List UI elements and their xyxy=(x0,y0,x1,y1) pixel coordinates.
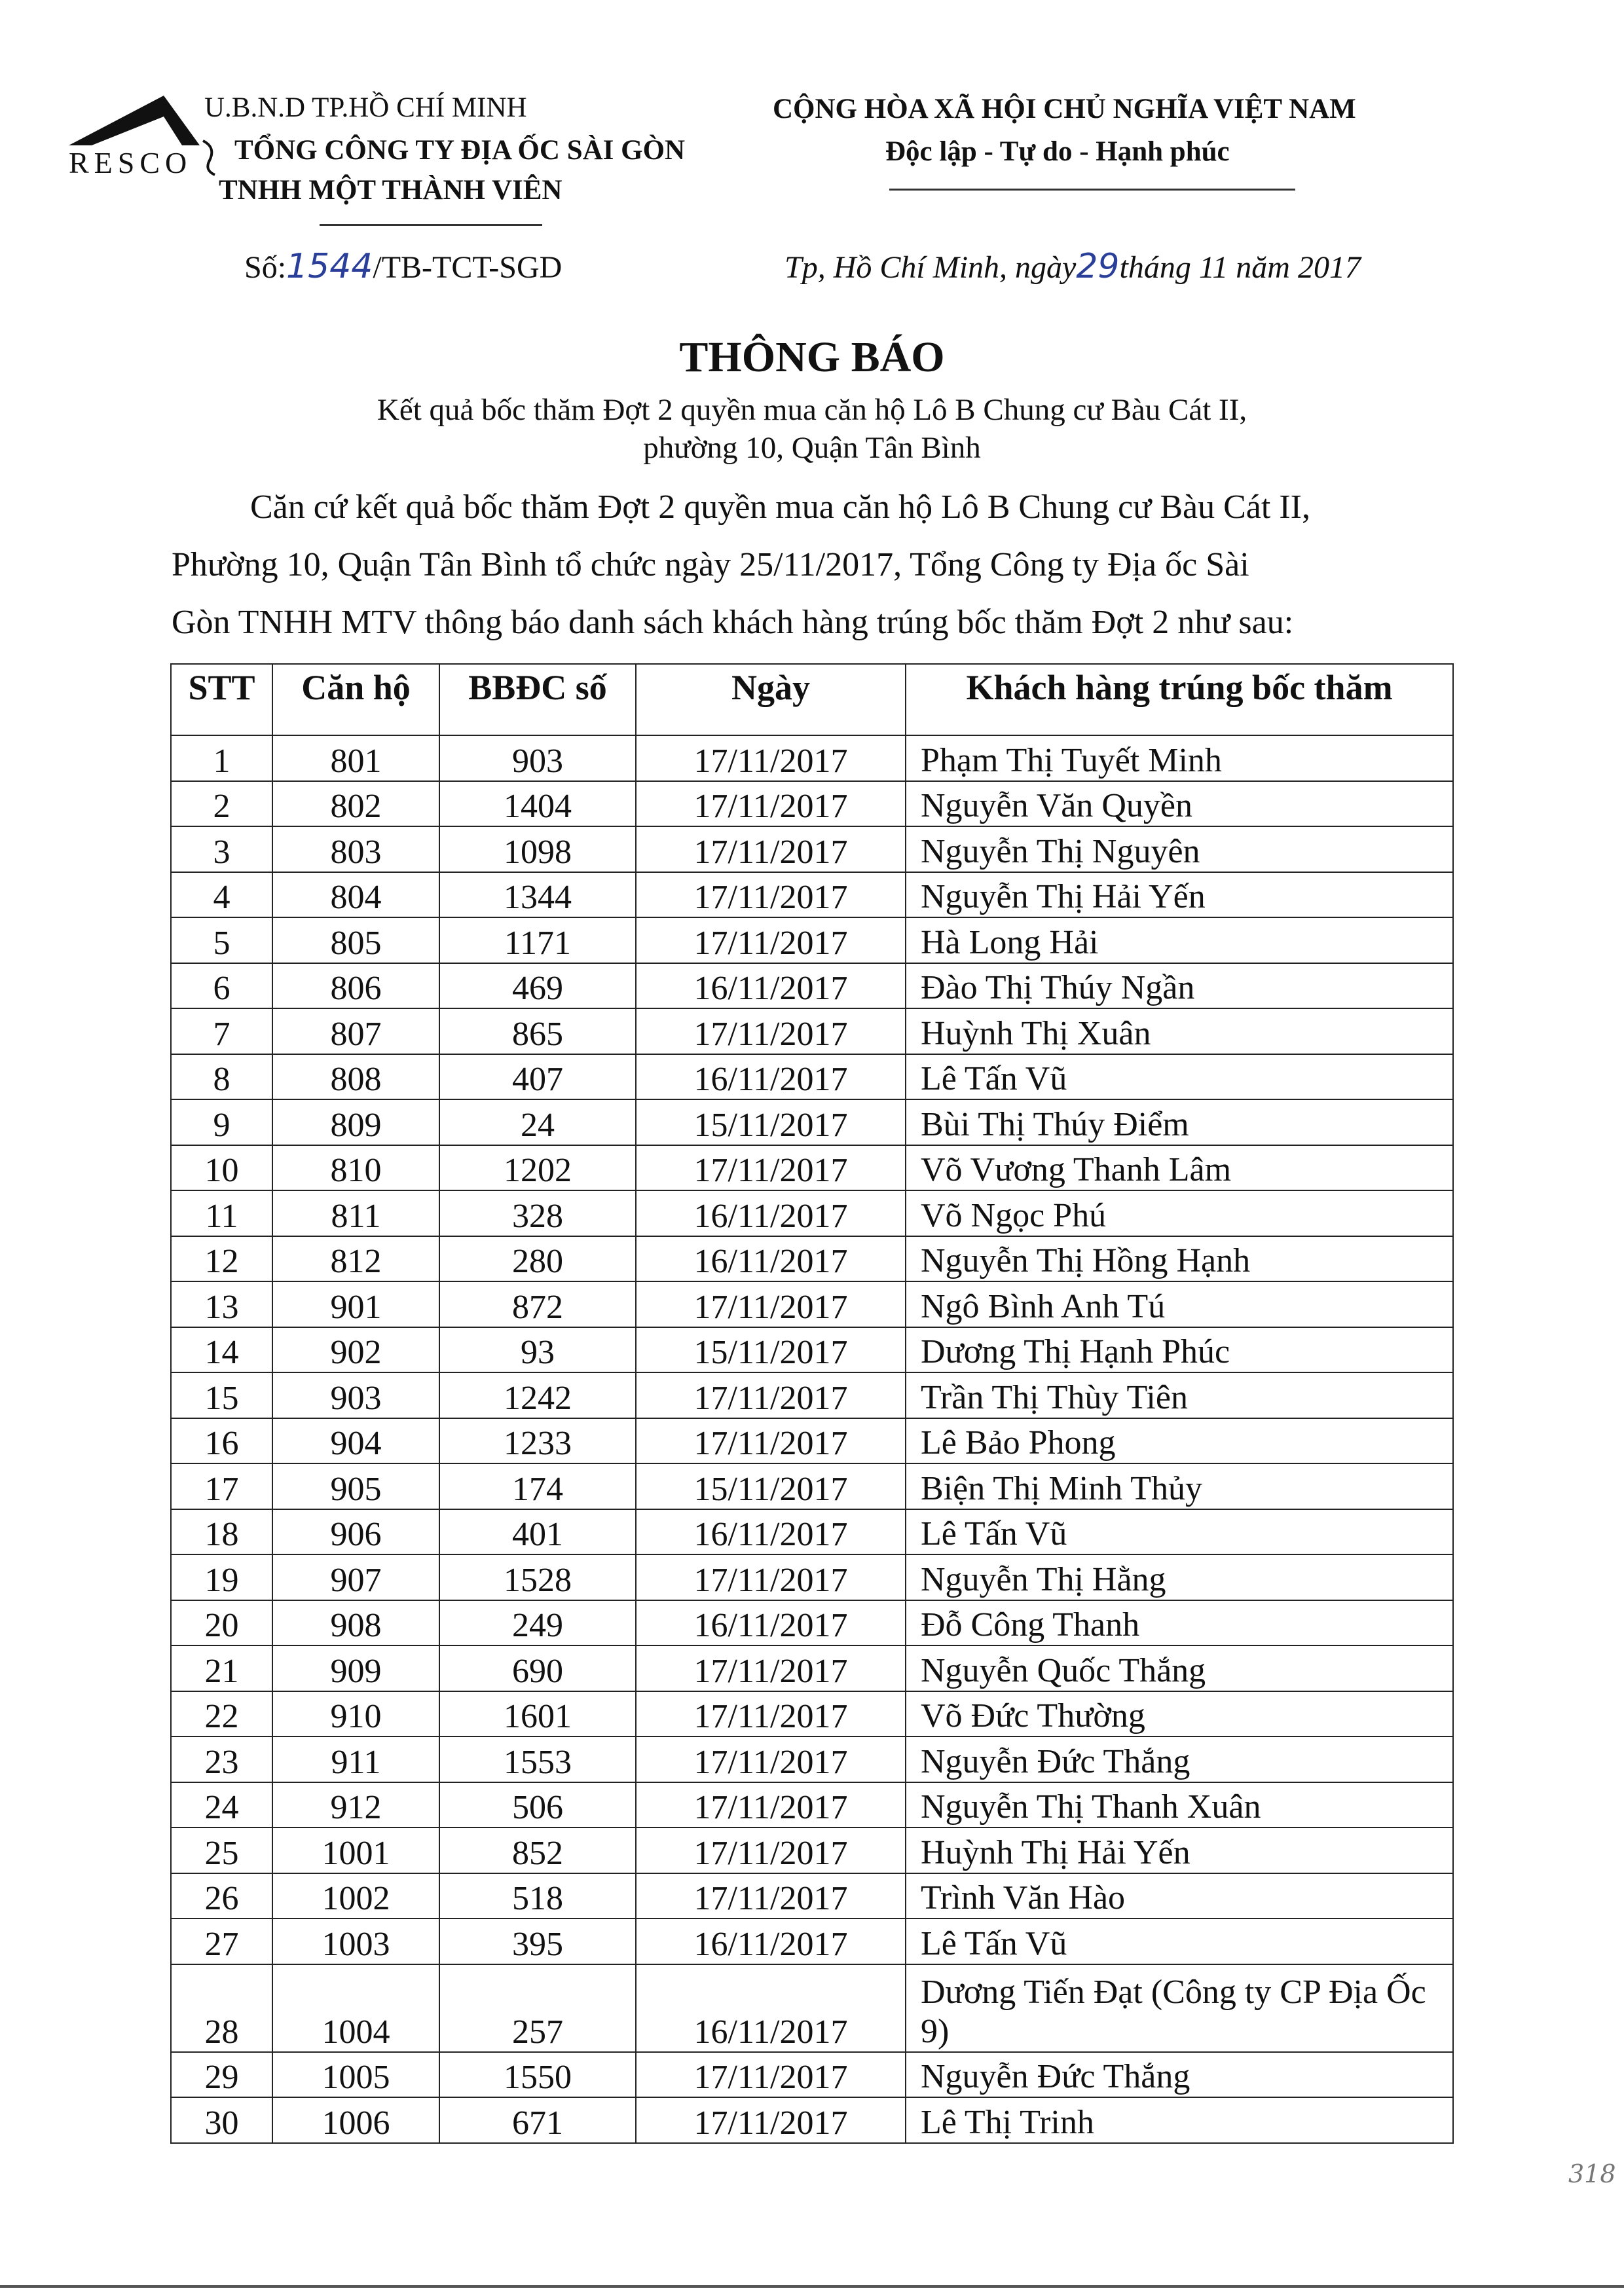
table-row xyxy=(171,781,1453,827)
cell-minutes-no: 1171 xyxy=(439,917,636,963)
cell-date: 17/11/2017 xyxy=(636,1145,906,1191)
cell-minutes-no: 1553 xyxy=(439,1736,636,1782)
cell-minutes-no: 1233 xyxy=(439,1418,636,1464)
cell-date: 17/11/2017 xyxy=(636,1554,906,1600)
cell-apartment: 802 xyxy=(272,781,439,827)
document-date-day-handwritten: 29 xyxy=(1076,247,1120,286)
table-row xyxy=(171,1964,1453,2052)
cell-customer: Lê Tấn Vũ xyxy=(906,1509,1453,1555)
cell-stt: 25 xyxy=(171,1827,272,1873)
cell-customer: Ngô Bình Anh Tú xyxy=(906,1281,1453,1327)
table-row xyxy=(171,1919,1453,1964)
cell-stt: 19 xyxy=(171,1554,272,1600)
cell-stt: 20 xyxy=(171,1600,272,1646)
cell-date: 17/11/2017 xyxy=(636,1008,906,1054)
cell-customer: Nguyễn Thị Hồng Hạnh xyxy=(906,1236,1453,1282)
cell-stt: 27 xyxy=(171,1919,272,1964)
cell-customer: Phạm Thị Tuyết Minh xyxy=(906,735,1453,781)
cell-stt: 29 xyxy=(171,2052,272,2098)
cell-date: 16/11/2017 xyxy=(636,1509,906,1555)
table-row xyxy=(171,735,1453,781)
cell-stt: 23 xyxy=(171,1736,272,1782)
cell-apartment: 909 xyxy=(272,1645,439,1691)
cell-apartment: 801 xyxy=(272,735,439,781)
cell-date: 17/11/2017 xyxy=(636,781,906,827)
table-row xyxy=(171,1554,1453,1600)
document-number xyxy=(244,248,562,287)
document-number-prefix: Số: xyxy=(244,250,287,285)
cell-customer: Nguyễn Văn Quyền xyxy=(906,781,1453,827)
table-row xyxy=(171,1327,1453,1373)
cell-apartment: 908 xyxy=(272,1600,439,1646)
header-stt: STT xyxy=(171,664,272,735)
cell-date: 17/11/2017 xyxy=(636,872,906,918)
table-row xyxy=(171,1509,1453,1555)
cell-minutes-no: 174 xyxy=(439,1463,636,1509)
cell-apartment: 807 xyxy=(272,1008,439,1054)
cell-date: 17/11/2017 xyxy=(636,2052,906,2098)
cell-apartment: 811 xyxy=(272,1190,439,1236)
cell-apartment: 1002 xyxy=(272,1873,439,1919)
table-body xyxy=(171,735,1453,2143)
cell-minutes-no: 1344 xyxy=(439,872,636,918)
cell-stt: 3 xyxy=(171,826,272,872)
cell-apartment: 903 xyxy=(272,1372,439,1418)
cell-customer: Nguyễn Thị Nguyên xyxy=(906,826,1453,872)
cell-minutes-no: 280 xyxy=(439,1236,636,1282)
cell-apartment: 904 xyxy=(272,1418,439,1464)
cell-date: 17/11/2017 xyxy=(636,1827,906,1873)
cell-customer: Đào Thị Thúy Ngần xyxy=(906,963,1453,1009)
table-row xyxy=(171,872,1453,918)
cell-stt: 8 xyxy=(171,1054,272,1100)
cell-date: 16/11/2017 xyxy=(636,1190,906,1236)
cell-date: 17/11/2017 xyxy=(636,735,906,781)
scan-bottom-edge xyxy=(0,2285,1624,2288)
cell-apartment: 805 xyxy=(272,917,439,963)
cell-apartment: 806 xyxy=(272,963,439,1009)
cell-apartment: 1001 xyxy=(272,1827,439,1873)
table-row xyxy=(171,1691,1453,1737)
cell-apartment: 911 xyxy=(272,1736,439,1782)
document-subtitle-line1: Kết quả bốc thăm Đợt 2 quyền mua căn hộ Lô B Chung cư Bàu Cát II, xyxy=(377,393,1247,427)
cell-stt: 30 xyxy=(171,2097,272,2143)
cell-minutes-no: 257 xyxy=(439,1964,636,2052)
table-row xyxy=(171,1736,1453,1782)
table-header-row xyxy=(171,664,1453,735)
table-row xyxy=(171,1463,1453,1509)
page-mark-handwritten: 318 xyxy=(1568,2159,1616,2188)
cell-date: 17/11/2017 xyxy=(636,1873,906,1919)
cell-date: 17/11/2017 xyxy=(636,1691,906,1737)
cell-date: 17/11/2017 xyxy=(636,826,906,872)
cell-stt: 17 xyxy=(171,1463,272,1509)
company-name: TỔNG CÔNG TY ĐỊA ỐC SÀI GÒN xyxy=(234,135,686,166)
table-row xyxy=(171,1418,1453,1464)
cell-customer: Võ Vương Thanh Lâm xyxy=(906,1145,1453,1191)
cell-date: 15/11/2017 xyxy=(636,1463,906,1509)
cell-stt: 22 xyxy=(171,1691,272,1737)
table-row xyxy=(171,1236,1453,1282)
intro-paragraph xyxy=(172,479,1454,652)
cell-date: 17/11/2017 xyxy=(636,1645,906,1691)
cell-customer: Dương Tiến Đạt (Công ty CP Địa Ốc 9) xyxy=(906,1964,1453,2052)
cell-customer: Nguyễn Thị Hằng xyxy=(906,1554,1453,1600)
document-title: THÔNG BÁO xyxy=(679,333,945,381)
cell-minutes-no: 518 xyxy=(439,1873,636,1919)
cell-apartment: 809 xyxy=(272,1099,439,1145)
table-row xyxy=(171,2097,1453,2143)
header-apartment: Căn hộ xyxy=(272,664,439,735)
document-number-suffix: /TB-TCT-SGD xyxy=(373,250,563,285)
cell-apartment: 808 xyxy=(272,1054,439,1100)
cell-customer: Hà Long Hải xyxy=(906,917,1453,963)
cell-customer: Huỳnh Thị Xuân xyxy=(906,1008,1453,1054)
cell-customer: Lê Tấn Vũ xyxy=(906,1054,1453,1100)
document-date-suffix: tháng 11 năm 2017 xyxy=(1119,250,1361,285)
cell-apartment: 910 xyxy=(272,1691,439,1737)
cell-minutes-no: 506 xyxy=(439,1782,636,1828)
cell-minutes-no: 872 xyxy=(439,1281,636,1327)
cell-minutes-no: 671 xyxy=(439,2097,636,2143)
cell-apartment: 812 xyxy=(272,1236,439,1282)
header-left-underline xyxy=(320,224,542,226)
cell-minutes-no: 1242 xyxy=(439,1372,636,1418)
cell-stt: 9 xyxy=(171,1099,272,1145)
cell-minutes-no: 1601 xyxy=(439,1691,636,1737)
intro-paragraph-line3: Gòn TNHH MTV thông báo danh sách khách hàng trúng bốc thăm Đợt 2 như sau: xyxy=(172,604,1294,641)
cell-customer: Trình Văn Hào xyxy=(906,1873,1453,1919)
cell-date: 16/11/2017 xyxy=(636,1054,906,1100)
resco-logo-roof-icon xyxy=(65,92,216,151)
table-row xyxy=(171,1190,1453,1236)
cell-apartment: 810 xyxy=(272,1145,439,1191)
cell-apartment: 906 xyxy=(272,1509,439,1555)
cell-apartment: 1006 xyxy=(272,2097,439,2143)
cell-date: 15/11/2017 xyxy=(636,1327,906,1373)
cell-minutes-no: 865 xyxy=(439,1008,636,1054)
header-minutes-no: BBĐC số xyxy=(439,664,636,735)
table-row xyxy=(171,1008,1453,1054)
intro-paragraph-line1: Căn cứ kết quả bốc thăm Đợt 2 quyền mua căn hộ Lô B Chung cư Bàu Cát II, xyxy=(250,488,1310,526)
cell-customer: Nguyễn Đức Thắng xyxy=(906,1736,1453,1782)
cell-apartment: 804 xyxy=(272,872,439,918)
cell-date: 17/11/2017 xyxy=(636,917,906,963)
cell-date: 15/11/2017 xyxy=(636,1099,906,1145)
intro-paragraph-line2: Phường 10, Quận Tân Bình tổ chức ngày 25/11/2017, Tổng Công ty Địa ốc Sài xyxy=(172,546,1249,583)
cell-stt: 6 xyxy=(171,963,272,1009)
cell-minutes-no: 249 xyxy=(439,1600,636,1646)
cell-date: 16/11/2017 xyxy=(636,1964,906,2052)
cell-customer: Nguyễn Quốc Thắng xyxy=(906,1645,1453,1691)
cell-stt: 24 xyxy=(171,1782,272,1828)
cell-minutes-no: 852 xyxy=(439,1827,636,1873)
cell-date: 16/11/2017 xyxy=(636,1600,906,1646)
cell-stt: 7 xyxy=(171,1008,272,1054)
cell-apartment: 902 xyxy=(272,1327,439,1373)
cell-customer: Bùi Thị Thúy Điểm xyxy=(906,1099,1453,1145)
cell-customer: Nguyễn Đức Thắng xyxy=(906,2052,1453,2098)
cell-minutes-no: 469 xyxy=(439,963,636,1009)
cell-minutes-no: 1550 xyxy=(439,2052,636,2098)
cell-stt: 26 xyxy=(171,1873,272,1919)
cell-date: 17/11/2017 xyxy=(636,1281,906,1327)
cell-customer: Đỗ Công Thanh xyxy=(906,1600,1453,1646)
cell-minutes-no: 407 xyxy=(439,1054,636,1100)
table-row xyxy=(171,1054,1453,1100)
cell-minutes-no: 690 xyxy=(439,1645,636,1691)
cell-minutes-no: 1528 xyxy=(439,1554,636,1600)
national-title: CỘNG HÒA XÃ HỘI CHỦ NGHĨA VIỆT NAM xyxy=(773,94,1356,124)
cell-stt: 15 xyxy=(171,1372,272,1418)
cell-stt: 13 xyxy=(171,1281,272,1327)
cell-stt: 1 xyxy=(171,735,272,781)
document-date-prefix: Tp, Hồ Chí Minh, ngày xyxy=(784,250,1077,285)
table-row xyxy=(171,826,1453,872)
cell-minutes-no: 1098 xyxy=(439,826,636,872)
cell-stt: 18 xyxy=(171,1509,272,1555)
cell-date: 17/11/2017 xyxy=(636,1736,906,1782)
cell-apartment: 907 xyxy=(272,1554,439,1600)
company-type: TNHH MỘT THÀNH VIÊN xyxy=(219,175,563,206)
cell-apartment: 1005 xyxy=(272,2052,439,2098)
cell-apartment: 912 xyxy=(272,1782,439,1828)
cell-date: 16/11/2017 xyxy=(636,1919,906,1964)
cell-customer: Trần Thị Thùy Tiên xyxy=(906,1372,1453,1418)
document-number-handwritten: 1544 xyxy=(286,247,373,286)
cell-minutes-no: 903 xyxy=(439,735,636,781)
cell-customer: Dương Thị Hạnh Phúc xyxy=(906,1327,1453,1373)
cell-minutes-no: 93 xyxy=(439,1327,636,1373)
cell-stt: 14 xyxy=(171,1327,272,1373)
cell-stt: 21 xyxy=(171,1645,272,1691)
header-date: Ngày xyxy=(636,664,906,735)
table-row xyxy=(171,1372,1453,1418)
cell-minutes-no: 395 xyxy=(439,1919,636,1964)
cell-customer: Huỳnh Thị Hải Yến xyxy=(906,1827,1453,1873)
cell-date: 17/11/2017 xyxy=(636,1418,906,1464)
table-row xyxy=(171,1600,1453,1646)
cell-stt: 4 xyxy=(171,872,272,918)
cell-stt: 11 xyxy=(171,1190,272,1236)
document-date xyxy=(784,248,1361,287)
table-row xyxy=(171,1099,1453,1145)
table-row xyxy=(171,1782,1453,1828)
cell-customer: Biện Thị Minh Thủy xyxy=(906,1463,1453,1509)
table-row xyxy=(171,2052,1453,2098)
cell-stt: 10 xyxy=(171,1145,272,1191)
cell-customer: Nguyễn Thị Hải Yến xyxy=(906,872,1453,918)
table-row xyxy=(171,1645,1453,1691)
cell-apartment: 1003 xyxy=(272,1919,439,1964)
cell-apartment: 803 xyxy=(272,826,439,872)
header-right-underline xyxy=(889,189,1295,191)
cell-stt: 5 xyxy=(171,917,272,963)
cell-minutes-no: 1404 xyxy=(439,781,636,827)
cell-minutes-no: 24 xyxy=(439,1099,636,1145)
cell-stt: 28 xyxy=(171,1964,272,2052)
national-motto: Độc lập - Tự do - Hạnh phúc xyxy=(885,136,1230,167)
cell-apartment: 905 xyxy=(272,1463,439,1509)
table-row xyxy=(171,1827,1453,1873)
cell-date: 16/11/2017 xyxy=(636,963,906,1009)
cell-date: 17/11/2017 xyxy=(636,2097,906,2143)
cell-customer: Võ Ngọc Phú xyxy=(906,1190,1453,1236)
cell-customer: Nguyễn Thị Thanh Xuân xyxy=(906,1782,1453,1828)
table-row xyxy=(171,1873,1453,1919)
agency-name: U.B.N.D TP.HỒ CHÍ MINH xyxy=(204,92,527,123)
table-row xyxy=(171,963,1453,1009)
cell-date: 17/11/2017 xyxy=(636,1372,906,1418)
cell-minutes-no: 328 xyxy=(439,1190,636,1236)
resco-logo-text: RESCO xyxy=(69,146,193,179)
cell-apartment: 1004 xyxy=(272,1964,439,2052)
cell-customer: Võ Đức Thường xyxy=(906,1691,1453,1737)
header-customer: Khách hàng trúng bốc thăm xyxy=(906,664,1453,735)
cell-minutes-no: 1202 xyxy=(439,1145,636,1191)
cell-date: 16/11/2017 xyxy=(636,1236,906,1282)
cell-apartment: 901 xyxy=(272,1281,439,1327)
cell-stt: 2 xyxy=(171,781,272,827)
table-row xyxy=(171,1281,1453,1327)
cell-minutes-no: 401 xyxy=(439,1509,636,1555)
cell-customer: Lê Thị Trinh xyxy=(906,2097,1453,2143)
document-subtitle-line2: phường 10, Quận Tân Bình xyxy=(643,431,981,465)
cell-customer: Lê Tấn Vũ xyxy=(906,1919,1453,1964)
cell-stt: 12 xyxy=(171,1236,272,1282)
table-row xyxy=(171,1145,1453,1191)
cell-date: 17/11/2017 xyxy=(636,1782,906,1828)
cell-stt: 16 xyxy=(171,1418,272,1464)
results-table xyxy=(170,663,1454,2144)
cell-customer: Lê Bảo Phong xyxy=(906,1418,1453,1464)
table-row xyxy=(171,917,1453,963)
